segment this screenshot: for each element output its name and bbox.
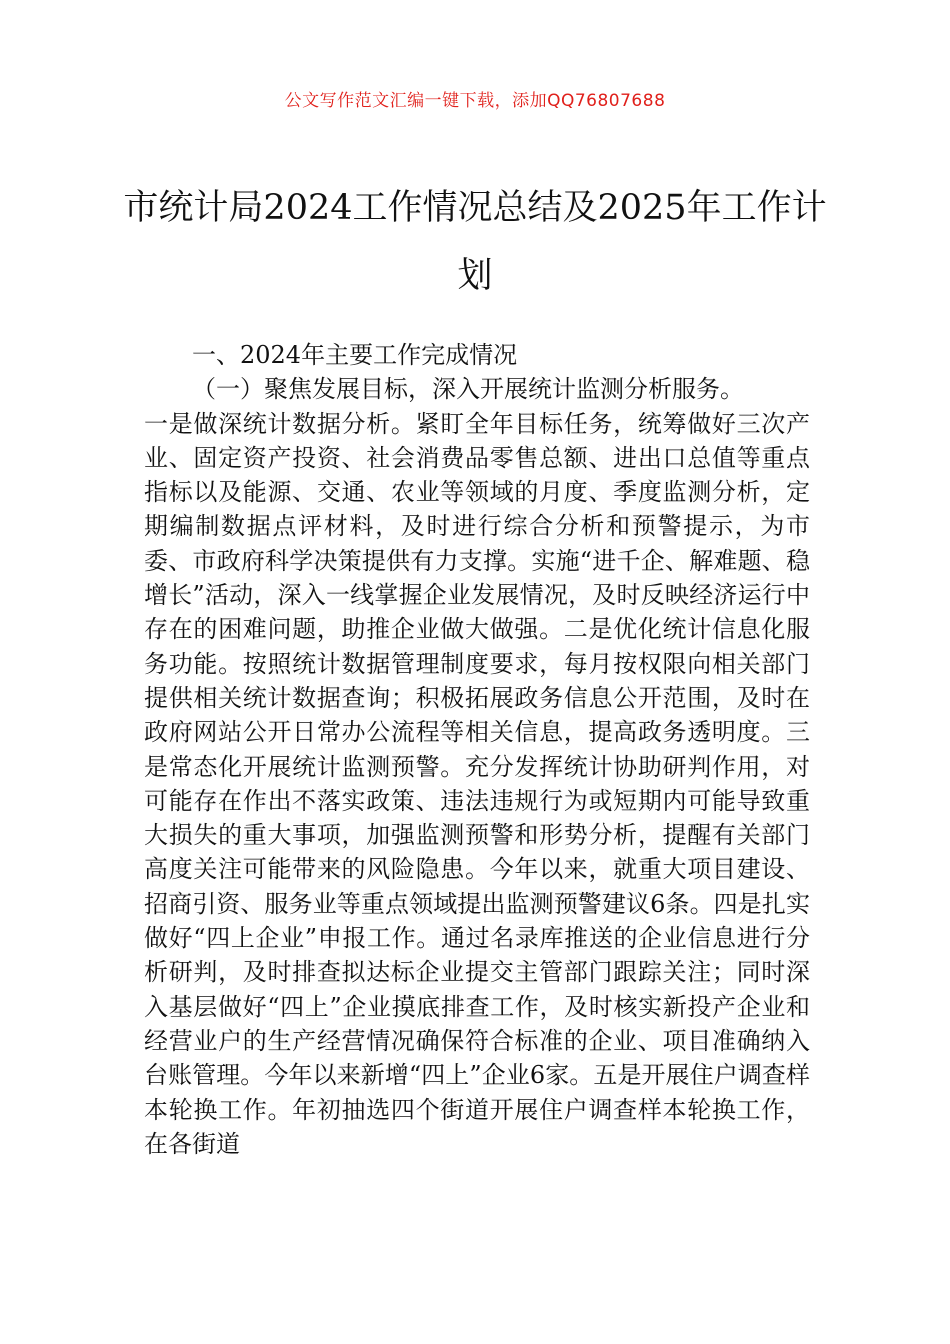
- section-heading: 一、2024年主要工作完成情况: [192, 341, 518, 369]
- document-title: 市统计局2024工作情况总结及2025年工作计划: [123, 188, 827, 296]
- body-paragraph: 一是做深统计数据分析。紧盯全年目标任务，统筹做好三次产业、固定资产投资、社会消费品零售总额、进出口总值等重点指标以及能源、交通、农业等领域的月度、季度监测分析，定期编制数据点评材料，及时进行综合分析和预警提示，为市委、市政府科学决策提供有力支撑。实施“进千企、解难题、稳增长”活动，深入一线掌握企业发展情况，及时反映经济运行中存在的困难问题，助推企业做大做强。二是优化统计信息化服务功能。按照统计数据管理制度要求，每月按权限向相关部门提供相关统计数据查询；积极拓展政务信息公开范围，及时在政府网站公开日常办公流程等相关信息，提高政务透明度。三是常态化开展统计监测预警。充分发挥统计协助研判作用，对可能存在作出不落实政策、违法违规行为或短期内可能导致重大损失的重大事项，加强监测预警和形势分析，提醒有关部门高度关注可能带来的风险隐患。今年以来，就重大项目建设、招商引资、服务业等重点领域提出监测预警建议6条。四是扎实做好“四上企业”申报工作。通过名录库推送的企业信息进行分析研判，及时排查拟达标企业提交主管部门跟踪关注；同时深入基层做好“四上”企业摸底排查工作，及时核实新投产企业和经营业户的生产经营情况确保符合标准的企业、项目准确纳入台账管理。今年以来新增“四上”企业6家。五是开展住户调查样本轮换工作。年初抽选四个街道开展住户调查样本轮换工作，在各街道: [144, 409, 810, 1158]
- subsection-heading: （一）聚焦发展目标，深入开展统计监测分析服务。: [192, 375, 744, 404]
- document-body: [144, 338, 810, 1161]
- ad-banner: 公文写作范文汇编一键下载，添加QQ76807688: [284, 91, 666, 111]
